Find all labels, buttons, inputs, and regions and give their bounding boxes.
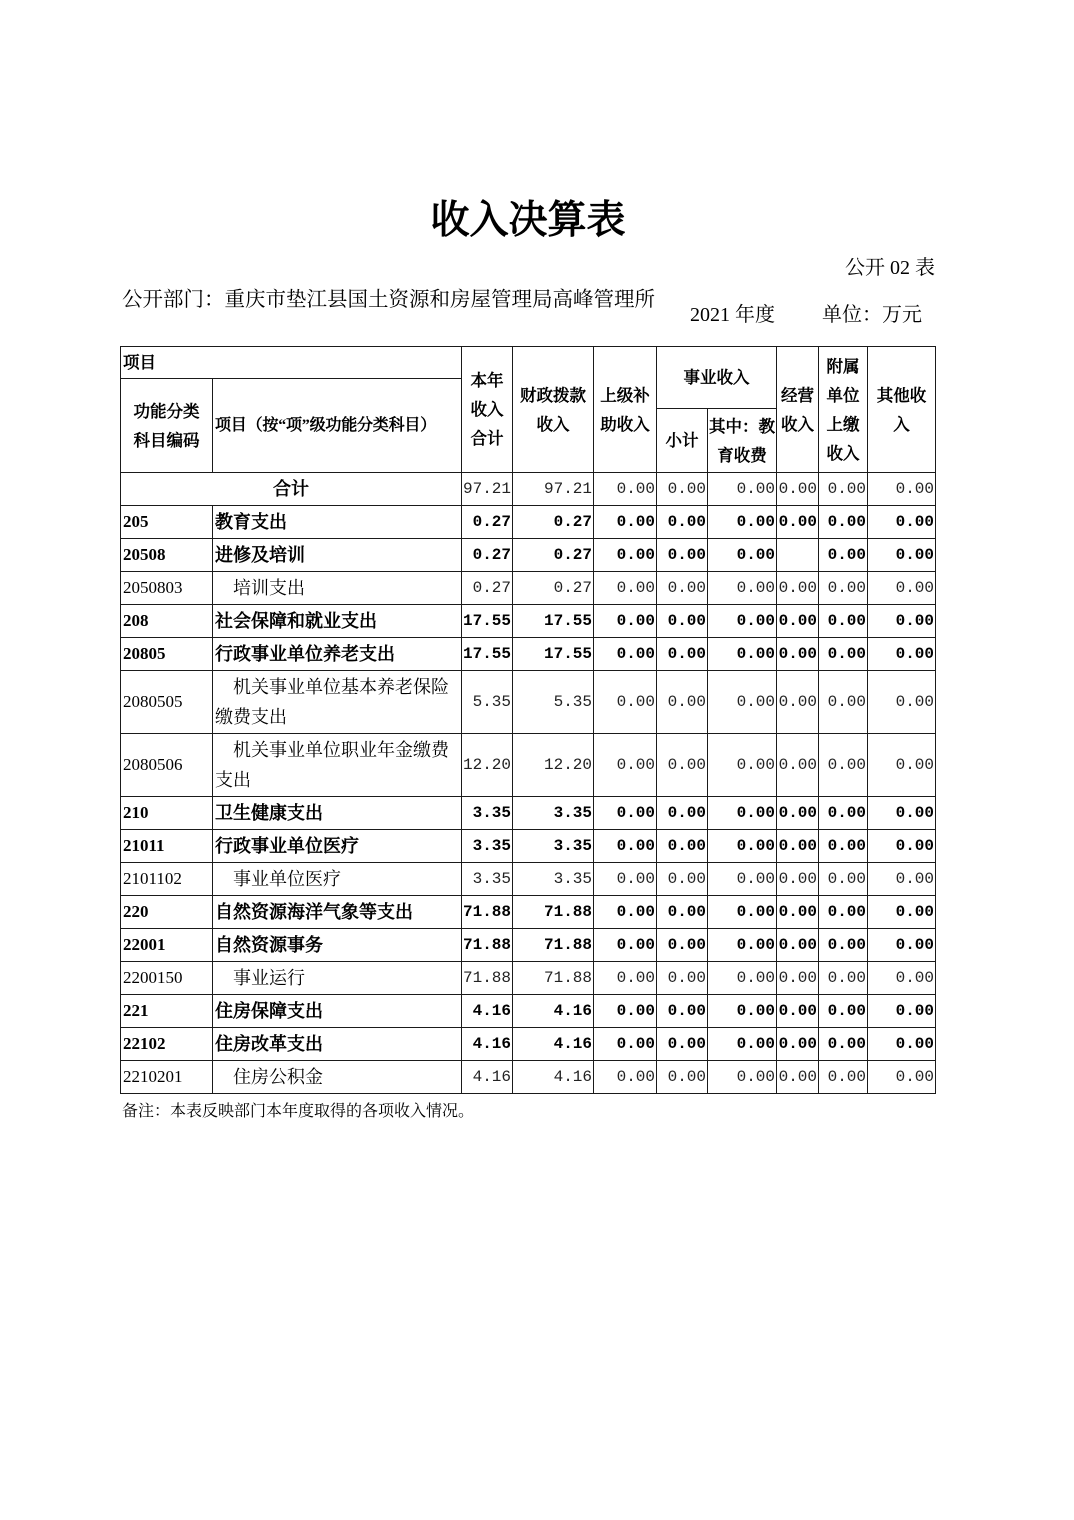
cell-business-subtotal: 0.00 <box>657 797 708 830</box>
cell-business-subtotal: 0.00 <box>657 734 708 797</box>
cell-business-subtotal: 0.00 <box>657 1028 708 1061</box>
cell-operating-income: 0.00 <box>777 929 819 962</box>
cell-affiliated-remittance: 0.00 <box>819 539 868 572</box>
cell-operating-income: 0.00 <box>777 671 819 734</box>
cell-other-income: 0.00 <box>868 572 936 605</box>
row-code: 221 <box>121 995 213 1028</box>
table-row <box>121 1028 936 1061</box>
cell-business-subtotal: 0.00 <box>657 962 708 995</box>
cell-operating-income: 0.00 <box>777 605 819 638</box>
cell-affiliated-remittance: 0.00 <box>819 896 868 929</box>
table-row <box>121 605 936 638</box>
table-row <box>121 863 936 896</box>
cell-superior-subsidy: 0.00 <box>594 863 657 896</box>
cell-business-subtotal: 0.00 <box>657 995 708 1028</box>
cell-superior-subsidy: 0.00 <box>594 830 657 863</box>
row-name: 住房改革支出 <box>213 1028 462 1061</box>
cell-other-income: 0.00 <box>868 605 936 638</box>
row-name: 机关事业单位职业年金缴费支出 <box>213 734 462 797</box>
cell-operating-income: 0.00 <box>777 638 819 671</box>
total-row <box>121 473 936 506</box>
header-code-label: 功能分类科目编码 <box>133 401 200 450</box>
cell-business-education-fee: 0.00 <box>708 962 777 995</box>
cell-fiscal-appropriation: 3.35 <box>513 830 594 863</box>
row-code: 21011 <box>121 830 213 863</box>
cell-total-income: 3.35 <box>462 863 513 896</box>
cell-affiliated-remittance: 0.00 <box>819 506 868 539</box>
row-name: 行政事业单位医疗 <box>213 830 462 863</box>
cell-total-income: 17.55 <box>462 638 513 671</box>
cell-business-education-fee: 0.00 <box>708 995 777 1028</box>
table-row <box>121 962 936 995</box>
cell-business-subtotal: 0.00 <box>657 929 708 962</box>
header-total-income <box>462 347 513 473</box>
cell-fiscal-appropriation: 71.88 <box>513 929 594 962</box>
cell-business-education-fee: 0.00 <box>708 797 777 830</box>
header-business-education-fee-label: 其中：教育收费 <box>709 416 775 465</box>
table-row <box>121 506 936 539</box>
cell-business-subtotal: 0.00 <box>657 863 708 896</box>
cell-other-income: 0.00 <box>868 995 936 1028</box>
row-code: 2080506 <box>121 734 213 797</box>
header-fiscal-appropriation <box>513 347 594 473</box>
cell-superior-subsidy: 0.00 <box>594 896 657 929</box>
cell-operating-income: 0.00 <box>777 896 819 929</box>
row-name: 卫生健康支出 <box>213 797 462 830</box>
cell-business-education-fee: 0.00 <box>708 863 777 896</box>
cell-affiliated-remittance: 0.00 <box>819 734 868 797</box>
cell-fiscal-appropriation: 3.35 <box>513 797 594 830</box>
cell-other-income: 0.00 <box>868 1028 936 1061</box>
cell-affiliated-remittance: 0.00 <box>819 830 868 863</box>
cell-affiliated-remittance: 0.00 <box>819 638 868 671</box>
cell-fiscal-appropriation: 71.88 <box>513 962 594 995</box>
cell-business-subtotal: 0.00 <box>657 539 708 572</box>
header-total-income-label: 本年收入合计 <box>470 371 504 448</box>
header-operating-income <box>777 347 819 473</box>
cell-business-subtotal: 0.00 <box>657 506 708 539</box>
cell-affiliated-remittance: 0.00 <box>819 995 868 1028</box>
cell-operating-income: 0.00 <box>777 1061 819 1094</box>
table-row <box>121 539 936 572</box>
cell-other-income: 0.00 <box>868 1061 936 1094</box>
cell-business-education-fee: 0.00 <box>708 896 777 929</box>
cell-affiliated-remittance: 0.00 <box>819 929 868 962</box>
department-label: 公开部门：重庆市垫江县国土资源和房屋管理局高峰管理所 <box>122 289 655 311</box>
cell-total-income: 4.16 <box>462 1028 513 1061</box>
cell-superior-subsidy: 0.00 <box>594 995 657 1028</box>
row-code: 22001 <box>121 929 213 962</box>
header-business-income: 事业收入 <box>657 347 777 409</box>
cell-fiscal-appropriation: 4.16 <box>513 1061 594 1094</box>
cell-operating-income: 0.00 <box>777 863 819 896</box>
cell-total-income: 3.35 <box>462 830 513 863</box>
row-code: 205 <box>121 506 213 539</box>
cell-business-education-fee: 0.00 <box>708 1061 777 1094</box>
table-row <box>121 671 936 734</box>
header-affiliated-remittance <box>819 347 868 473</box>
header-superior-subsidy-label: 上级补助收入 <box>600 385 650 434</box>
cell-business-subtotal: 0.00 <box>657 572 708 605</box>
table-row <box>121 896 936 929</box>
cell-business-education-fee: 0.00 <box>708 506 777 539</box>
cell-other-income: 0.00 <box>868 506 936 539</box>
header-project: 项目 <box>121 347 462 379</box>
cell-total-income: 5.35 <box>462 671 513 734</box>
cell-superior-subsidy: 0.00 <box>594 506 657 539</box>
cell-fiscal-appropriation: 12.20 <box>513 734 594 797</box>
cell-operating-income: 0.00 <box>777 962 819 995</box>
cell-affiliated-remittance: 0.00 <box>819 473 868 506</box>
cell-operating-income <box>777 539 819 572</box>
cell-total-income: 71.88 <box>462 962 513 995</box>
row-name: 自然资源海洋气象等支出 <box>213 896 462 929</box>
row-name: 自然资源事务 <box>213 929 462 962</box>
row-code: 2101102 <box>121 863 213 896</box>
cell-total-income: 3.35 <box>462 797 513 830</box>
footnote: 备注：本表反映部门本年度取得的各项收入情况。 <box>122 1103 475 1120</box>
header-row-1 <box>121 347 936 379</box>
header-superior-subsidy <box>594 347 657 473</box>
table-row <box>121 638 936 671</box>
header-fiscal-appropriation-label: 财政拨款收入 <box>520 385 586 434</box>
cell-business-subtotal: 0.00 <box>657 473 708 506</box>
row-code: 2200150 <box>121 962 213 995</box>
row-code: 20805 <box>121 638 213 671</box>
table-row <box>121 995 936 1028</box>
row-name: 住房保障支出 <box>213 995 462 1028</box>
cell-other-income: 0.00 <box>868 962 936 995</box>
header-business-subtotal: 小计 <box>657 409 708 473</box>
cell-fiscal-appropriation: 17.55 <box>513 638 594 671</box>
row-code: 2210201 <box>121 1061 213 1094</box>
cell-superior-subsidy: 0.00 <box>594 929 657 962</box>
cell-other-income: 0.00 <box>868 671 936 734</box>
cell-superior-subsidy: 0.00 <box>594 797 657 830</box>
cell-operating-income: 0.00 <box>777 797 819 830</box>
cell-superior-subsidy: 0.00 <box>594 605 657 638</box>
cell-fiscal-appropriation: 0.27 <box>513 539 594 572</box>
table-row <box>121 734 936 797</box>
cell-superior-subsidy: 0.00 <box>594 1061 657 1094</box>
row-name: 教育支出 <box>213 506 462 539</box>
cell-superior-subsidy: 0.00 <box>594 734 657 797</box>
cell-business-subtotal: 0.00 <box>657 605 708 638</box>
cell-business-education-fee: 0.00 <box>708 605 777 638</box>
cell-fiscal-appropriation: 97.21 <box>513 473 594 506</box>
header-code <box>121 379 213 473</box>
cell-fiscal-appropriation: 0.27 <box>513 506 594 539</box>
cell-business-education-fee: 0.00 <box>708 473 777 506</box>
row-code: 2080505 <box>121 671 213 734</box>
cell-fiscal-appropriation: 17.55 <box>513 605 594 638</box>
row-code: 2050803 <box>121 572 213 605</box>
table-row <box>121 929 936 962</box>
cell-total-income: 12.20 <box>462 734 513 797</box>
row-name: 培训支出 <box>213 572 462 605</box>
row-code: 20508 <box>121 539 213 572</box>
cell-business-education-fee: 0.00 <box>708 734 777 797</box>
cell-total-income: 17.55 <box>462 605 513 638</box>
page-title: 收入决算表 <box>430 198 626 243</box>
total-label: 合计 <box>121 473 462 506</box>
cell-total-income: 0.27 <box>462 506 513 539</box>
cell-other-income: 0.00 <box>868 539 936 572</box>
cell-fiscal-appropriation: 71.88 <box>513 896 594 929</box>
table-header <box>121 347 936 473</box>
row-code: 208 <box>121 605 213 638</box>
cell-total-income: 4.16 <box>462 1061 513 1094</box>
cell-affiliated-remittance: 0.00 <box>819 572 868 605</box>
cell-operating-income: 0.00 <box>777 995 819 1028</box>
cell-other-income: 0.00 <box>868 863 936 896</box>
cell-affiliated-remittance: 0.00 <box>819 797 868 830</box>
header-business-education-fee <box>708 409 777 473</box>
cell-operating-income: 0.00 <box>777 1028 819 1061</box>
cell-business-education-fee: 0.00 <box>708 830 777 863</box>
cell-operating-income: 0.00 <box>777 734 819 797</box>
cell-total-income: 0.27 <box>462 572 513 605</box>
cell-superior-subsidy: 0.00 <box>594 539 657 572</box>
cell-fiscal-appropriation: 4.16 <box>513 1028 594 1061</box>
header-item-name: 项目（按“项”级功能分类科目） <box>213 379 462 473</box>
cell-business-education-fee: 0.00 <box>708 929 777 962</box>
cell-other-income: 0.00 <box>868 830 936 863</box>
cell-affiliated-remittance: 0.00 <box>819 1028 868 1061</box>
row-code: 210 <box>121 797 213 830</box>
row-name: 事业运行 <box>213 962 462 995</box>
cell-affiliated-remittance: 0.00 <box>819 1061 868 1094</box>
cell-other-income: 0.00 <box>868 473 936 506</box>
cell-superior-subsidy: 0.00 <box>594 1028 657 1061</box>
row-name: 社会保障和就业支出 <box>213 605 462 638</box>
cell-fiscal-appropriation: 0.27 <box>513 572 594 605</box>
cell-superior-subsidy: 0.00 <box>594 671 657 734</box>
cell-total-income: 97.21 <box>462 473 513 506</box>
cell-fiscal-appropriation: 4.16 <box>513 995 594 1028</box>
cell-affiliated-remittance: 0.00 <box>819 671 868 734</box>
row-code: 220 <box>121 896 213 929</box>
cell-business-subtotal: 0.00 <box>657 638 708 671</box>
cell-business-education-fee: 0.00 <box>708 539 777 572</box>
cell-business-subtotal: 0.00 <box>657 896 708 929</box>
cell-business-education-fee: 0.00 <box>708 671 777 734</box>
cell-total-income: 71.88 <box>462 929 513 962</box>
cell-business-education-fee: 0.00 <box>708 1028 777 1061</box>
cell-fiscal-appropriation: 3.35 <box>513 863 594 896</box>
header-other-income <box>868 347 936 473</box>
cell-business-subtotal: 0.00 <box>657 830 708 863</box>
cell-superior-subsidy: 0.00 <box>594 473 657 506</box>
cell-superior-subsidy: 0.00 <box>594 572 657 605</box>
income-statement-table <box>120 346 936 1094</box>
fiscal-year: 2021 年度 <box>690 304 775 326</box>
row-name: 行政事业单位养老支出 <box>213 638 462 671</box>
form-number: 公开 02 表 <box>845 257 935 279</box>
cell-other-income: 0.00 <box>868 734 936 797</box>
cell-operating-income: 0.00 <box>777 830 819 863</box>
cell-total-income: 71.88 <box>462 896 513 929</box>
cell-operating-income: 0.00 <box>777 473 819 506</box>
row-name: 事业单位医疗 <box>213 863 462 896</box>
cell-total-income: 0.27 <box>462 539 513 572</box>
table-row <box>121 797 936 830</box>
table-row <box>121 572 936 605</box>
row-name: 住房公积金 <box>213 1061 462 1094</box>
cell-business-subtotal: 0.00 <box>657 1061 708 1094</box>
cell-affiliated-remittance: 0.00 <box>819 962 868 995</box>
table-body <box>121 473 936 1094</box>
currency-unit: 单位：万元 <box>822 304 922 326</box>
header-affiliated-remittance-label: 附属单位上缴收入 <box>826 356 860 463</box>
table-row <box>121 1061 936 1094</box>
cell-total-income: 4.16 <box>462 995 513 1028</box>
cell-business-subtotal: 0.00 <box>657 671 708 734</box>
cell-affiliated-remittance: 0.00 <box>819 605 868 638</box>
row-code: 22102 <box>121 1028 213 1061</box>
cell-other-income: 0.00 <box>868 797 936 830</box>
row-name: 进修及培训 <box>213 539 462 572</box>
row-name: 机关事业单位基本养老保险缴费支出 <box>213 671 462 734</box>
cell-business-education-fee: 0.00 <box>708 572 777 605</box>
table-row <box>121 830 936 863</box>
cell-superior-subsidy: 0.00 <box>594 962 657 995</box>
cell-operating-income: 0.00 <box>777 506 819 539</box>
cell-business-education-fee: 0.00 <box>708 638 777 671</box>
cell-affiliated-remittance: 0.00 <box>819 863 868 896</box>
header-operating-income-label: 经营收入 <box>781 385 814 434</box>
cell-other-income: 0.00 <box>868 896 936 929</box>
cell-fiscal-appropriation: 5.35 <box>513 671 594 734</box>
cell-other-income: 0.00 <box>868 929 936 962</box>
cell-superior-subsidy: 0.00 <box>594 638 657 671</box>
cell-other-income: 0.00 <box>868 638 936 671</box>
cell-operating-income: 0.00 <box>777 572 819 605</box>
header-other-income-label: 其他收入 <box>876 385 927 434</box>
